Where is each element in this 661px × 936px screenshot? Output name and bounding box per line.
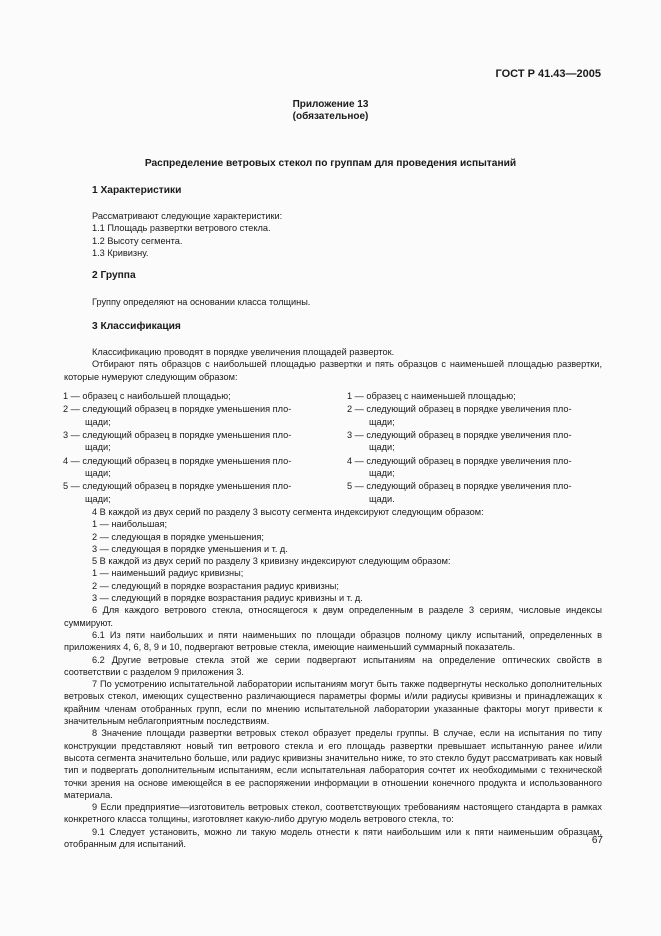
list-item: 5 — следующий образец в порядке увеличения пло- щади. — [347, 481, 572, 504]
paragraph-8: 8 Значение площади развертки ветровых стекол образует пределы группы. В случае, если на испытания по типу конструкции представляют новый тип ветрового стекла и его площадь развертки превышает испытанную ранее и/или высота сегмента значительно больше, или радиус кривизны значительно ниже, то это стекло будут рассматривать как новый тип и подвергать дополнительным испытаниям, если испытательная лаборатория сочтет их необходимыми с технической точки зрения на основе имеющейся в ее распоряжении информации в отношении конечного продукта и использованного материала. — [64, 728, 602, 800]
list-item: 2 — следующий образец в порядке уменьшения пло- щади; — [63, 404, 292, 427]
document-header: ГОСТ Р 41.43—2005 — [495, 68, 601, 80]
paragraph-6-1: 6.1 Из пяти наибольших и пяти наименьших по площади образцов полному циклу испытаний, определенных в приложениях 4, 6, 8, 9 и 10, подвергают ветровые стекла, имеющие наименьший суммарный показатель. — [64, 629, 602, 653]
section-1-body — [92, 210, 602, 259]
section-3-p1: Классификацию проводят в порядке увеличения площадей разверток. — [92, 347, 395, 357]
section-4-item: 2 — следующая в порядке уменьшения; — [92, 531, 264, 542]
right-sample-list — [347, 390, 597, 506]
list-item: 2 — следующий образец в порядке увеличения пло- щади; — [347, 404, 572, 427]
section-3-p2: Отбирают пять образцов с наибольшей площадью развертки и пять образцов с наименьшей площадью развертки, которые нумеруют следующим образом: — [64, 359, 602, 382]
section-5-intro: 5 В каждой из двух серий по разделу 3 кривизну индексируют следующим образом: — [92, 556, 451, 567]
paragraph-6: 6 Для каждого ветрового стекла, относящегося к двум определенным в разделе 3 сериям, числовые индексы суммируют. — [64, 605, 602, 628]
list-item: 3 — следующий образец в порядке уменьшения пло- щади; — [63, 430, 292, 453]
section-1-intro: Рассматривают следующие характеристики: — [92, 211, 283, 221]
list-item: 5 — следующий образец в порядке уменьшения пло- щади; — [63, 481, 292, 504]
list-item: 1 — образец с наименьшей площадью; — [347, 391, 516, 401]
section-4-item: 1 — наибольшая; — [92, 519, 168, 530]
section-4-intro: 4 В каждой из двух серий по разделу 3 высоту сегмента индексируют следующим образом: — [92, 507, 484, 517]
section-2-heading: 2 Группа — [92, 270, 136, 281]
section-1-item: 1.1 Площадь развертки ветрового стекла. — [92, 223, 271, 234]
list-item: 4 — следующий образец в порядке уменьшения пло- щади; — [63, 455, 292, 479]
section-4-item: 3 — следующая в порядке уменьшения и т. д. — [92, 543, 288, 554]
section-1-heading: 1 Характеристики — [92, 185, 182, 196]
section-5-item: 1 — наименьший радиус кривизны; — [92, 568, 244, 579]
section-5-item: 2 — следующий в порядке возрастания радиус кривизны; — [92, 580, 339, 591]
section-2-text: Группу определяют на основании класса толщины. — [92, 297, 311, 307]
appendix-title: Приложение 13 — [292, 99, 369, 110]
paragraph-7: 7 По усмотрению испытательной лаборатории испытаниям могут быть также подвергнуты несколько дополнительных ветровых стекол, имеющих существенно различающиеся параметры формы и/или радиусы кривизны и принадлежащих к крайним членам отобранных групп, если по мнению испытательной лаборатории указанные факторы могут привести к значительным неблагоприятным последствиям. — [64, 679, 602, 727]
section-1-item: 1.2 Высоту сегмента. — [92, 235, 183, 246]
page-number: 67 — [591, 835, 603, 846]
paragraph-6-2: 6.2 Другие ветровые стекла этой же серии подвергают испытаниям на определение оптических свойств в соответствии с разделом 9 приложения 3. — [64, 654, 602, 677]
left-sample-list — [63, 390, 313, 506]
main-body — [64, 506, 602, 850]
paragraph-9-1: 9.1 Следует установить, можно ли такую модель отнести к пяти наибольшим или к пяти наименьшим образцам, отобранным для испытаний. — [64, 826, 602, 850]
section-5-item: 3 — следующий в порядке возрастания радиус кривизны и т. д. — [92, 593, 363, 604]
document-title: Распределение ветровых стекол по группам для проведения испытаний — [144, 158, 517, 169]
section-1-item: 1.3 Кривизну. — [92, 247, 149, 258]
list-item: 1 — образец с наибольшей площадью; — [63, 391, 231, 401]
paragraph-9: 9 Если предприятие—изготовитель ветровых стекол, соответствующих требованиям настоящего стандарта в рамках конкретного класса толщины, изготовляет какую-либо другую модель ветрового стекла, то: — [64, 802, 602, 825]
section-3-body — [64, 346, 602, 383]
appendix-subtitle: (обязательное) — [292, 111, 369, 122]
list-item: 4 — следующий образец в порядке увеличения пло- щади; — [347, 455, 572, 479]
list-item: 3 — следующий образец в порядке увеличения пло- щади; — [347, 430, 572, 453]
section-3-heading: 3 Классификация — [92, 321, 181, 332]
